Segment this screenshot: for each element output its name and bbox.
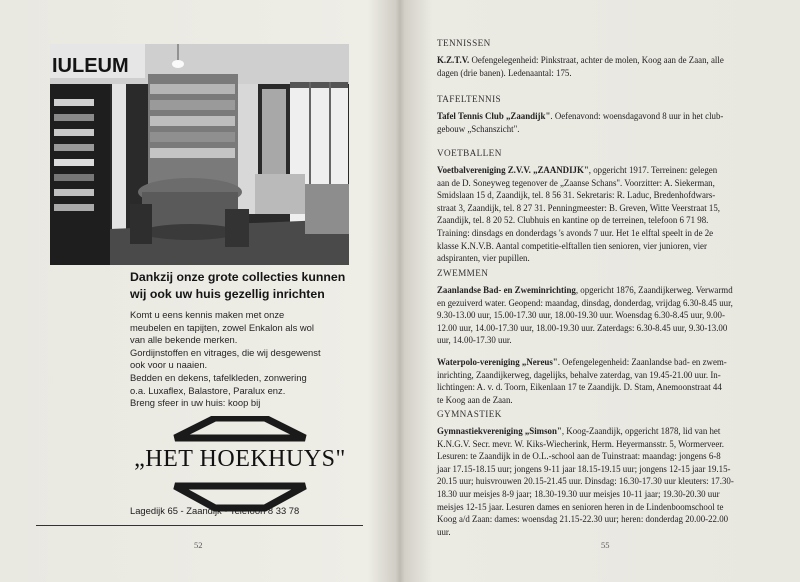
section-tennissen (437, 38, 765, 79)
entry-line: Tafel Tennis Club „Zaandijk". Oefenavond: woensdagavond 8 uur in het club- (437, 111, 724, 121)
ad-headline-line: wij ook uw huis gezellig inrichten (130, 287, 325, 301)
entry-line: klasse K.N.V.B. Aantal competitie-elftallen tien senioren, vier junioren, vier (437, 240, 707, 251)
ad-body-line: Bedden en dekens, tafelkleden, zonwering (130, 371, 307, 383)
entry-line: Zaanlandse Bad- en Zweminrichting, opgericht 1876, Zaandijkerweg. Verwarmd (437, 285, 733, 295)
left-page (0, 0, 399, 582)
entry-line: 12.00 uur, 14.00-17.30 uur, 18.00-19.30 uur. Zaterdags: 6.30-8.45 uur, 9.30-13.00 (437, 322, 728, 333)
entry-line: Koog a/d Zaan: dames: woensdag 21.15-22.30 uur; heren: donderdag 20.00-22.00 (437, 514, 729, 525)
entry-line: straat 3, Zaandijk, tel. 8 27 31. Penningmeester: B. Greven, Witte Veerstraat 15, (437, 202, 720, 213)
store-address: Lagedijk 65 - Zaandijk - Telefoon 8 33 78 (130, 505, 300, 516)
entry-line: uur, 14.00-17.30 uur. (437, 335, 512, 346)
page-number-right: 55 (601, 540, 610, 550)
ad-body-line: ook voor u naaien. (130, 359, 208, 371)
entry-line: adspiranten, vier pupillen. (437, 253, 530, 264)
brand-name: „HET HOEKHUYS" (134, 446, 346, 472)
entry-line: Lesuren: te Zaandijk in de O.L.-school aan de Tuinstraat: maandag: jongens 6-8 (437, 451, 721, 462)
section-heading: VOETBALLEN (437, 148, 502, 158)
entry-line: Smidslaan 15 d, Zaandijk, tel. 8 56 31. Sekretaris: R. Laduc, Bredenhofdwars- (437, 190, 716, 201)
entry-line: 18.30 uur meisjes 8-9 jaar; 18.30-19.30 uur meisjes 10-11 jaar; 19.30-20.30 uur (437, 488, 720, 499)
club-entry (437, 54, 765, 79)
entry-line: en gezuiverd water. Geopend: maandag, dinsdag, donderdag, vrijdag 6.30-8.45 uur, (437, 297, 733, 308)
club-entry (437, 425, 765, 538)
club-entry (437, 164, 765, 265)
entry-line: dagen (drie banen). Ledenaantal: 175. (437, 67, 572, 78)
entry-line: 9.30-13.00 uur, 15.00-17.30 uur, 18.00-19.30 uur. Woensdag 6.30-8.45 uur, 9.00- (437, 310, 725, 321)
section-voetballen (437, 148, 765, 265)
store-interior-photo (50, 44, 349, 265)
entry-line: Training: dinsdags en donderdags 's avonds 7 uur. Het 1e elftal speelt in de 2e (437, 227, 714, 238)
club-entry (437, 284, 765, 347)
club-entry (437, 356, 765, 406)
entry-line: gebouw „Schanszicht". (437, 123, 520, 134)
entry-line: uur. (437, 526, 451, 537)
ad-body-line: van alle bekende merken. (130, 334, 238, 346)
entry-line: lichtingen: A. v. d. Toorn, Eikenlaan 17 te Zaandijk. D. Stam, Anemoonstraat 44 (437, 382, 722, 393)
entry-line: K.Z.T.V. Oefengelegenheid: Pinkstraat, achter de molen, Koog aan de Zaan, alle (437, 55, 724, 65)
entry-line: inrichting, Zaandijkerweg, dagelijks, behalve zaterdag, van 19.45-21.00 uur. In- (437, 369, 721, 380)
club-entry (437, 110, 765, 135)
entry-line: K.N.G.V. Secr. mevr. W. Kiks-Wiecherink, Herm. Heyermansstr. 5, Wormerveer. (437, 438, 724, 449)
entry-line: aan de D. Soneyweg tegenover de „Zaanse Schans". Voorzitter: A. Siekerman, (437, 177, 715, 188)
entry-line: Voetbalvereniging Z.V.V. „ZAANDIJK", opgericht 1917. Terreinen: gelegen (437, 165, 718, 175)
entry-line: te Koog aan de Zaan. (437, 394, 513, 405)
ad-body-line: Komt u eens kennis maken met onze (130, 309, 285, 320)
section-heading: TENNISSEN (437, 38, 491, 48)
entry-line: Waterpolo-vereniging „Nereus". Oefengelegenheid: Zaanlandse bad- en zwem- (437, 356, 727, 367)
shop-sign-text: IULEUM (52, 55, 129, 77)
ad-headline-line: Dankzij onze grote collecties kunnen (130, 270, 346, 284)
ad-body-text (130, 309, 375, 410)
ad-body-line: Gordijnstoffen en vitrages, die wij desgewenst (130, 346, 321, 358)
section-heading: ZWEMMEN (437, 268, 489, 278)
club-name: Gymnastiekvereniging „Simson" (437, 426, 562, 436)
section-zwemmen (437, 268, 765, 406)
section-tafeltennis (437, 94, 765, 135)
entry-line: jaar 17.15-18.15 uur; jongens 9-11 jaar 18.15-19.15 uur; jongens 12-15 jaar 19.15- (437, 463, 731, 474)
entry-line: meisjes 12-15 jaar. Lesuren dames en senioren heren in de Lindenboomschool te (437, 501, 724, 512)
ad-headline (130, 269, 370, 303)
ad-body-line: meubelen en tapijten, zowel Enkalon als wol (130, 321, 314, 333)
club-name: K.Z.T.V. (437, 55, 470, 65)
ad-body-line: Breng sfeer in uw huis: koop bij (130, 397, 261, 409)
club-name: Voetbalvereniging Z.V.V. „ZAANDIJK" (437, 165, 589, 175)
page-number-left: 52 (194, 540, 203, 550)
entry-line: Zaandijk, tel. 8 20 52. Clubhuis en kantine op de terreinen, telefoon 6 71 98. (437, 215, 709, 226)
section-heading: TAFELTENNIS (437, 94, 502, 104)
section-heading: GYMNASTIEK (437, 409, 502, 419)
ad-body-line: o.a. Luxaflex, Balastore, Paralux enz. (130, 384, 286, 396)
entry-line: 20.15 uur; huisvrouwen 20.15-21.45 uur. Dinsdag: 16.30-17.30 uur kleuters: 17.30- (437, 476, 734, 487)
entry-line: Gymnastiekvereniging „Simson", Koog-Zaandijk, opgericht 1878, lid van het (437, 426, 721, 436)
club-name: Tafel Tennis Club „Zaandijk" (437, 111, 551, 121)
footer-rule (36, 525, 363, 526)
club-name: Waterpolo-vereniging „Nereus" (437, 356, 558, 367)
club-name: Zaanlandse Bad- en Zweminrichting (437, 285, 576, 295)
section-gymnastiek (437, 409, 765, 538)
